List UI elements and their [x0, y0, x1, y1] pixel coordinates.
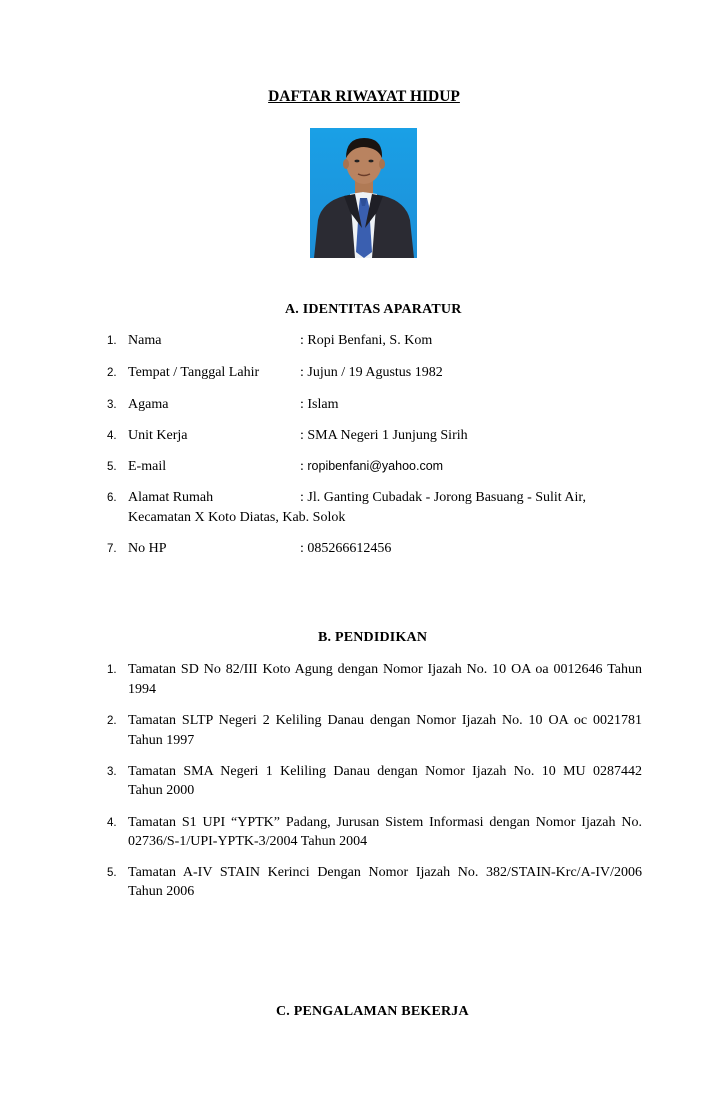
list-item-text-cont: Tahun 2000 — [128, 783, 195, 798]
list-number: 1. — [107, 335, 117, 347]
section-c-heading: C. PENGALAMAN BEKERJA — [276, 1004, 469, 1019]
list-item-text-cont: 02736/S-1/UPI-YPTK-3/2004 Tahun 2004 — [128, 834, 368, 849]
list-item-text-cont: 1994 — [128, 682, 156, 697]
section-b-heading: B. PENDIDIKAN — [318, 630, 428, 645]
field-value: : Jl. Ganting Cubadak - Jorong Basuang - Sulit Air, — [300, 490, 587, 505]
list-item-text: Tamatan A-IV STAIN Kerinci Dengan Nomor Ijazah No. 382/STAIN-Krc/A-IV/2006 — [128, 865, 642, 880]
list-number: 4. — [107, 430, 117, 442]
field-label: Tempat / Tanggal Lahir — [128, 365, 260, 380]
list-number: 5. — [107, 461, 117, 473]
list-item-text: Tamatan SD No 82/III Koto Agung dengan Nomor Ijazah No. 10 OA oa 0012646 Tahun — [128, 662, 642, 677]
list-item-text-cont: Tahun 1997 — [128, 733, 195, 748]
field-value: : Ropi Benfani, S. Kom — [300, 333, 433, 348]
field-label: Nama — [128, 333, 162, 348]
list-number: 5. — [107, 867, 117, 879]
field-label: No HP — [128, 541, 167, 556]
page-title: DAFTAR RIWAYAT HIDUP — [268, 88, 460, 105]
list-number: 2. — [107, 715, 117, 727]
list-number: 7. — [107, 543, 117, 555]
field-label: E-mail — [128, 459, 167, 474]
field-value-continuation: Kecamatan X Koto Diatas, Kab. Solok — [128, 510, 346, 525]
list-item-text: Tamatan SLTP Negeri 2 Keliling Danau dengan Nomor Ijazah No. 10 OA oc 0021781 — [128, 713, 642, 728]
field-label: Alamat Rumah — [128, 490, 214, 505]
field-value: : SMA Negeri 1 Junjung Sirih — [300, 428, 468, 443]
field-value — [300, 459, 443, 475]
profile-photo — [310, 128, 417, 258]
list-number: 6. — [107, 492, 117, 504]
section-a-heading: A. IDENTITAS APARATUR — [285, 302, 462, 317]
field-value: : 085266612456 — [300, 541, 392, 556]
field-value: : Islam — [300, 397, 339, 412]
list-number: 1. — [107, 664, 117, 676]
portrait-illustration — [310, 128, 417, 258]
colon-prefix: : — [300, 459, 308, 474]
field-label: Unit Kerja — [128, 428, 188, 443]
email-value: ropibenfani@yahoo.com — [307, 459, 444, 473]
list-number: 4. — [107, 817, 117, 829]
list-number: 2. — [107, 367, 117, 379]
field-value: : Jujun / 19 Agustus 1982 — [300, 365, 443, 380]
list-item-text-cont: Tahun 2006 — [128, 884, 195, 899]
list-item-text: Tamatan S1 UPI “YPTK” Padang, Jurusan Sistem Informasi dengan Nomor Ijazah No. — [128, 815, 642, 830]
list-number: 3. — [107, 399, 117, 411]
list-number: 3. — [107, 766, 117, 778]
field-label: Agama — [128, 397, 169, 412]
list-item-text: Tamatan SMA Negeri 1 Keliling Danau dengan Nomor Ijazah No. 10 MU 0287442 — [128, 764, 642, 779]
